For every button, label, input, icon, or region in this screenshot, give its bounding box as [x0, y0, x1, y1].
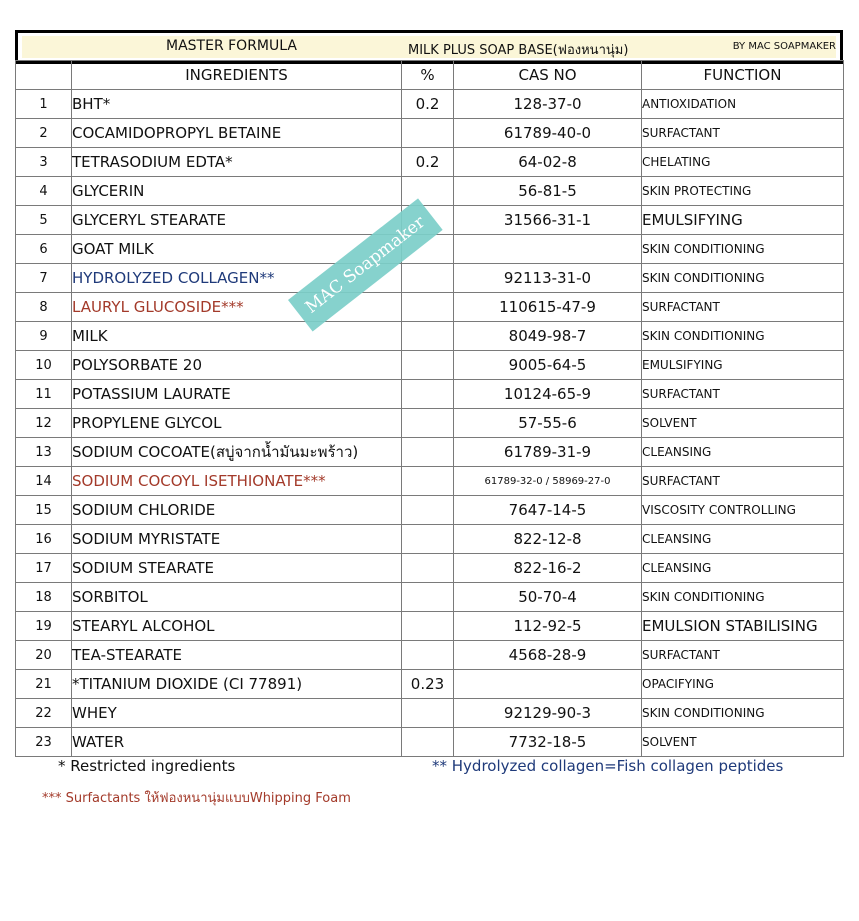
- ingredient-percent: [402, 496, 454, 525]
- ingredient-name: *TITANIUM DIOXIDE (CI 77891): [72, 670, 402, 699]
- cas-number: 64-02-8: [454, 148, 642, 177]
- ingredient-function: SKIN PROTECTING: [642, 177, 844, 206]
- table-row: [16, 670, 844, 699]
- row-number: 18: [16, 583, 72, 612]
- row-number: 10: [16, 351, 72, 380]
- header-title: MASTER FORMULA: [166, 38, 297, 54]
- ingredient-function: SURFACTANT: [642, 119, 844, 148]
- ingredient-name: WHEY: [72, 699, 402, 728]
- cas-number: 57-55-6: [454, 409, 642, 438]
- ingredient-function: CLEANSING: [642, 525, 844, 554]
- row-number: 6: [16, 235, 72, 264]
- ingredient-name: TETRASODIUM EDTA*: [72, 148, 402, 177]
- ingredient-name: BHT*: [72, 90, 402, 119]
- table-row: [16, 554, 844, 583]
- row-number: 17: [16, 554, 72, 583]
- cas-number: 128-37-0: [454, 90, 642, 119]
- ingredient-function: SKIN CONDITIONING: [642, 699, 844, 728]
- cas-number: 50-70-4: [454, 583, 642, 612]
- row-number: 1: [16, 90, 72, 119]
- ingredient-function: CLEANSING: [642, 438, 844, 467]
- cas-number: [454, 235, 642, 264]
- ingredient-percent: [402, 119, 454, 148]
- table-row: [16, 148, 844, 177]
- ingredient-name: SODIUM CHLORIDE: [72, 496, 402, 525]
- ingredient-name: MILK: [72, 322, 402, 351]
- ingredient-percent: [402, 380, 454, 409]
- cas-number: 31566-31-1: [454, 206, 642, 235]
- ingredient-percent: [402, 438, 454, 467]
- ingredient-percent: [402, 525, 454, 554]
- ingredient-percent: 0.23: [402, 670, 454, 699]
- cas-number: 61789-31-9: [454, 438, 642, 467]
- row-number: 16: [16, 525, 72, 554]
- ingredient-function: VISCOSITY CONTROLLING: [642, 496, 844, 525]
- table-row: [16, 496, 844, 525]
- cas-number: 7647-14-5: [454, 496, 642, 525]
- row-number: 20: [16, 641, 72, 670]
- ingredient-function: SURFACTANT: [642, 641, 844, 670]
- ingredient-name: GOAT MILK: [72, 235, 402, 264]
- cas-number: 56-81-5: [454, 177, 642, 206]
- row-number: 12: [16, 409, 72, 438]
- header-band: [22, 36, 836, 58]
- ingredient-percent: [402, 264, 454, 293]
- formula-header: [15, 30, 843, 64]
- ingredient-percent: [402, 612, 454, 641]
- ingredient-percent: [402, 554, 454, 583]
- col-cas: CAS NO: [454, 61, 642, 90]
- ingredient-function: SKIN CONDITIONING: [642, 322, 844, 351]
- cas-number: 92129-90-3: [454, 699, 642, 728]
- row-number: 5: [16, 206, 72, 235]
- table-row: [16, 177, 844, 206]
- ingredient-function: SURFACTANT: [642, 380, 844, 409]
- row-number: 4: [16, 177, 72, 206]
- col-no: [16, 61, 72, 90]
- ingredient-percent: [402, 409, 454, 438]
- ingredient-name: SORBITOL: [72, 583, 402, 612]
- ingredient-function: SKIN CONDITIONING: [642, 264, 844, 293]
- row-number: 7: [16, 264, 72, 293]
- ingredient-percent: 0.2: [402, 90, 454, 119]
- table-row: [16, 467, 844, 496]
- note-restricted: * Restricted ingredients: [58, 757, 236, 775]
- ingredient-function: SOLVENT: [642, 728, 844, 757]
- row-number: 3: [16, 148, 72, 177]
- ingredient-name: GLYCERIN: [72, 177, 402, 206]
- cas-number: 61789-40-0: [454, 119, 642, 148]
- table-row: [16, 293, 844, 322]
- table-row: [16, 351, 844, 380]
- ingredient-function: CHELATING: [642, 148, 844, 177]
- row-number: 19: [16, 612, 72, 641]
- ingredient-name: WATER: [72, 728, 402, 757]
- ingredient-percent: [402, 351, 454, 380]
- row-number: 11: [16, 380, 72, 409]
- table-row: [16, 322, 844, 351]
- table-header-row: [16, 61, 844, 90]
- cas-number: 10124-65-9: [454, 380, 642, 409]
- ingredient-name: HYDROLYZED COLLAGEN**: [72, 264, 402, 293]
- ingredient-function: CLEANSING: [642, 554, 844, 583]
- ingredient-name: COCAMIDOPROPYL BETAINE: [72, 119, 402, 148]
- ingredient-function: OPACIFYING: [642, 670, 844, 699]
- ingredient-name: SODIUM STEARATE: [72, 554, 402, 583]
- ingredient-name: STEARYL ALCOHOL: [72, 612, 402, 641]
- table-row: [16, 728, 844, 757]
- note-collagen: ** Hydrolyzed collagen=Fish collagen peptides: [432, 757, 784, 775]
- cas-number: 822-16-2: [454, 554, 642, 583]
- ingredient-percent: [402, 641, 454, 670]
- ingredient-function: EMULSIFYING: [642, 351, 844, 380]
- cas-number: 8049-98-7: [454, 322, 642, 351]
- table-row: [16, 438, 844, 467]
- ingredient-percent: [402, 583, 454, 612]
- col-percent: %: [402, 61, 454, 90]
- table-row: [16, 119, 844, 148]
- row-number: 13: [16, 438, 72, 467]
- col-ingredients: INGREDIENTS: [72, 61, 402, 90]
- header-product: MILK PLUS SOAP BASE(ฟองหนานุ่ม): [408, 43, 629, 58]
- col-function: FUNCTION: [642, 61, 844, 90]
- cas-number: 7732-18-5: [454, 728, 642, 757]
- row-number: 8: [16, 293, 72, 322]
- table-row: [16, 380, 844, 409]
- cas-number: 61789-32-0 / 58969-27-0: [454, 467, 642, 496]
- ingredient-function: SOLVENT: [642, 409, 844, 438]
- ingredient-percent: [402, 177, 454, 206]
- row-number: 21: [16, 670, 72, 699]
- cas-number: [454, 670, 642, 699]
- ingredient-percent: [402, 293, 454, 322]
- row-number: 2: [16, 119, 72, 148]
- ingredient-percent: [402, 322, 454, 351]
- ingredient-function: SKIN CONDITIONING: [642, 583, 844, 612]
- ingredient-function: SURFACTANT: [642, 467, 844, 496]
- ingredient-name: LAURYL GLUCOSIDE***: [72, 293, 402, 322]
- cas-number: 92113-31-0: [454, 264, 642, 293]
- watermark-stamp: MAC Soapmaker: [288, 198, 443, 331]
- cas-number: 110615-47-9: [454, 293, 642, 322]
- row-number: 23: [16, 728, 72, 757]
- table-row: [16, 264, 844, 293]
- ingredient-name: TEA-STEARATE: [72, 641, 402, 670]
- table-row: [16, 612, 844, 641]
- ingredient-name: POLYSORBATE 20: [72, 351, 402, 380]
- ingredient-function: EMULSIFYING: [642, 206, 844, 235]
- row-number: 9: [16, 322, 72, 351]
- row-number: 15: [16, 496, 72, 525]
- ingredient-function: ANTIOXIDATION: [642, 90, 844, 119]
- table-row: [16, 409, 844, 438]
- table-row: [16, 525, 844, 554]
- note-surfactants: *** Surfactants ให้ฟองหนานุ่มแบบWhipping Foam: [42, 791, 351, 806]
- header-author: BY MAC SOAPMAKER: [732, 41, 836, 52]
- table-row: [16, 699, 844, 728]
- ingredient-percent: [402, 467, 454, 496]
- row-number: 14: [16, 467, 72, 496]
- ingredient-function: SKIN CONDITIONING: [642, 235, 844, 264]
- ingredient-name: SODIUM COCOATE(สบู่จากน้ำมันมะพร้าว): [72, 438, 402, 467]
- table-row: [16, 641, 844, 670]
- cas-number: 822-12-8: [454, 525, 642, 554]
- cas-number: 9005-64-5: [454, 351, 642, 380]
- ingredient-name: SODIUM COCOYL ISETHIONATE***: [72, 467, 402, 496]
- cas-number: 112-92-5: [454, 612, 642, 641]
- ingredient-percent: [402, 699, 454, 728]
- table-row: [16, 90, 844, 119]
- ingredient-name: GLYCERYL STEARATE: [72, 206, 402, 235]
- ingredients-table: [15, 60, 844, 757]
- ingredient-function: SURFACTANT: [642, 293, 844, 322]
- ingredient-name: PROPYLENE GLYCOL: [72, 409, 402, 438]
- ingredient-function: EMULSION STABILISING: [642, 612, 844, 641]
- table-row: [16, 583, 844, 612]
- cas-number: 4568-28-9: [454, 641, 642, 670]
- ingredient-percent: [402, 728, 454, 757]
- ingredient-percent: 0.2: [402, 148, 454, 177]
- ingredient-name: SODIUM MYRISTATE: [72, 525, 402, 554]
- row-number: 22: [16, 699, 72, 728]
- ingredient-name: POTASSIUM LAURATE: [72, 380, 402, 409]
